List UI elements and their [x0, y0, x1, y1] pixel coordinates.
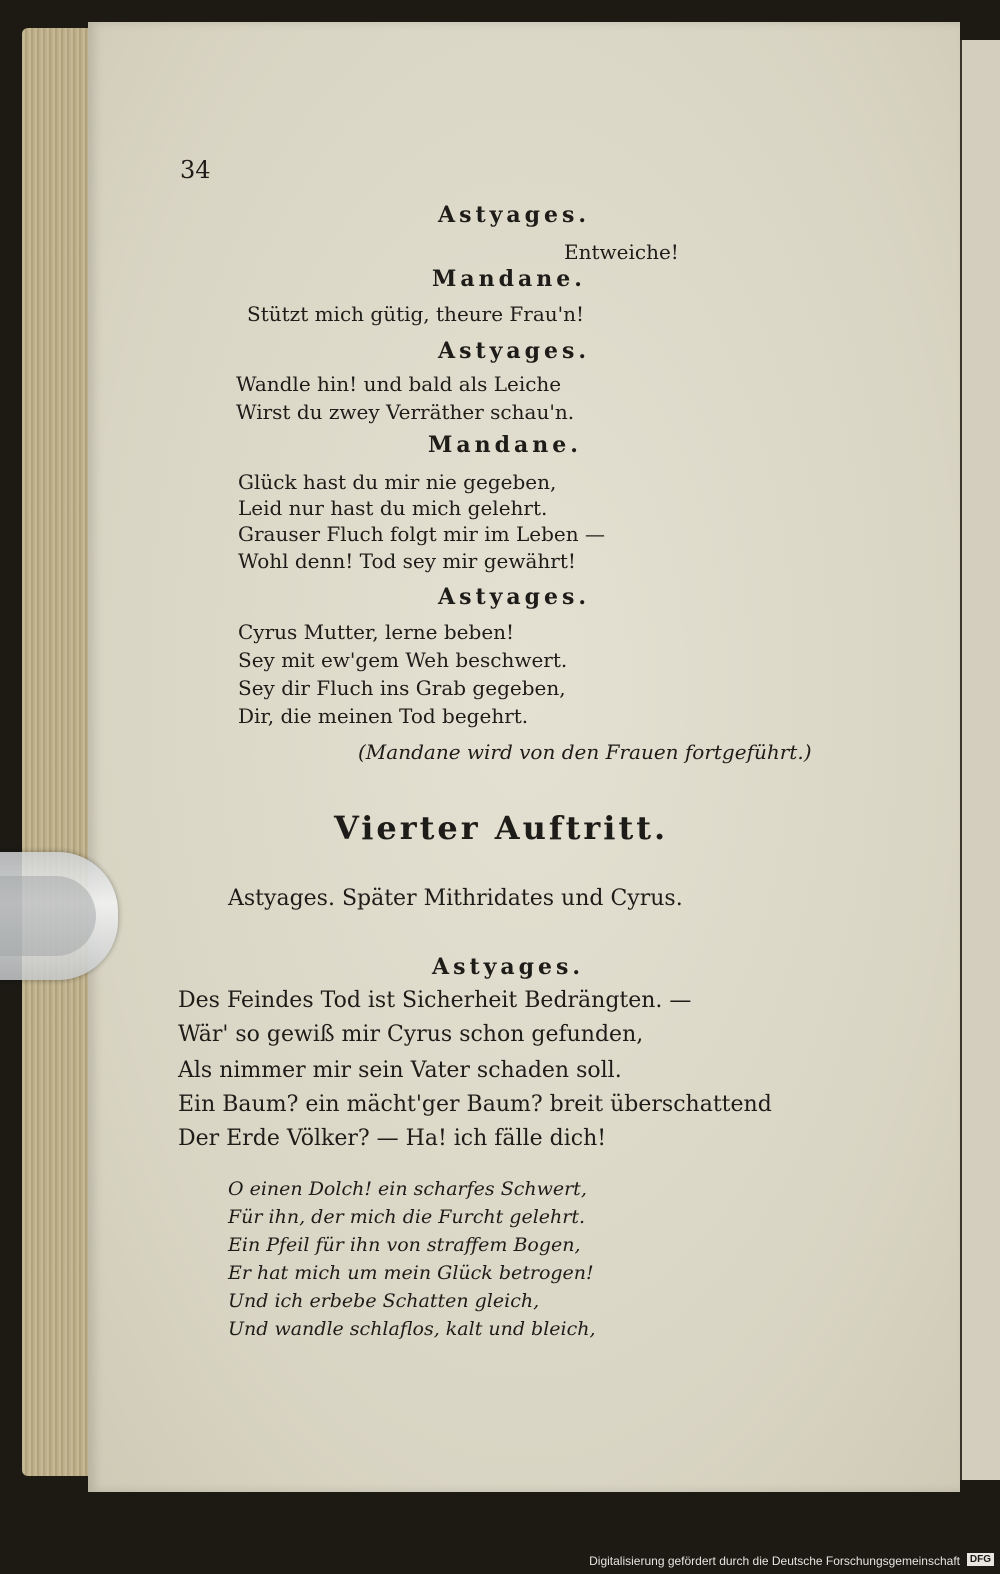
verse-line: Als nimmer mir sein Vater schaden soll.	[178, 1058, 622, 1083]
verse-line: Wirst du zwey Verräther schau'n.	[236, 400, 575, 424]
speaker-label: Astyages.	[438, 584, 591, 610]
speaker-label: Astyages.	[432, 954, 585, 980]
speaker-label: Mandane.	[432, 266, 586, 292]
facing-page-edge	[960, 40, 1000, 1480]
song-line: Ein Pfeil für ihn von straffem Bogen,	[228, 1234, 581, 1256]
book-page-edges	[22, 28, 94, 1476]
verse-line: Sey mit ew'gem Weh beschwert.	[238, 648, 568, 672]
verse-line: Glück hast du mir nie gegeben,	[238, 470, 557, 494]
speaker-label: Astyages.	[438, 338, 591, 364]
song-line: O einen Dolch! ein scharfes Schwert,	[228, 1178, 587, 1200]
verse-line: Dir, die meinen Tod begehrt.	[238, 704, 529, 728]
dfg-logo: DFG	[967, 1553, 994, 1566]
verse-line: Der Erde Völker? — Ha! ich fälle dich!	[178, 1126, 607, 1151]
speaker-label: Astyages.	[438, 202, 591, 228]
song-line: Für ihn, der mich die Furcht gelehrt.	[228, 1206, 586, 1228]
digitization-footer	[0, 1548, 1000, 1574]
song-line: Er hat mich um mein Glück betrogen!	[228, 1262, 594, 1284]
verse-line: Leid nur hast du mich gelehrt.	[238, 496, 548, 520]
verse-line: Sey dir Fluch ins Grab gegeben,	[238, 676, 566, 700]
song-line: Und ich erbebe Schatten gleich,	[228, 1290, 540, 1312]
stage-direction: (Mandane wird von den Frauen fortgeführt.)	[358, 740, 812, 764]
book-clamp-shadow	[0, 876, 96, 956]
verse-line: Wohl denn! Tod sey mir gewährt!	[238, 549, 576, 573]
song-line: Und wandle schlaflos, kalt und bleich,	[228, 1318, 596, 1340]
verse-line: Wandle hin! und bald als Leiche	[236, 372, 562, 396]
verse-line: Des Feindes Tod ist Sicherheit Bedrängten. —	[178, 988, 692, 1013]
verse-line: Cyrus Mutter, lerne beben!	[238, 620, 515, 644]
scene-persons: Astyages. Später Mithridates und Cyrus.	[228, 886, 683, 911]
page-number: 34	[180, 156, 211, 184]
verse-line: Grauser Fluch folgt mir im Leben —	[238, 522, 605, 546]
scene-heading: Vierter Auftritt.	[334, 809, 669, 847]
verse-line: Ein Baum? ein mächt'ger Baum? breit überschattend	[178, 1092, 772, 1117]
verse-line: Wär' so gewiß mir Cyrus schon gefunden,	[178, 1022, 644, 1047]
funding-credit: Digitalisierung gefördert durch die Deutsche Forschungsgemeinschaft	[589, 1554, 960, 1568]
verse-line: Stützt mich gütig, theure Frau'n!	[247, 302, 585, 326]
speaker-label: Mandane.	[428, 432, 582, 458]
verse-line: Entweiche!	[564, 240, 679, 264]
